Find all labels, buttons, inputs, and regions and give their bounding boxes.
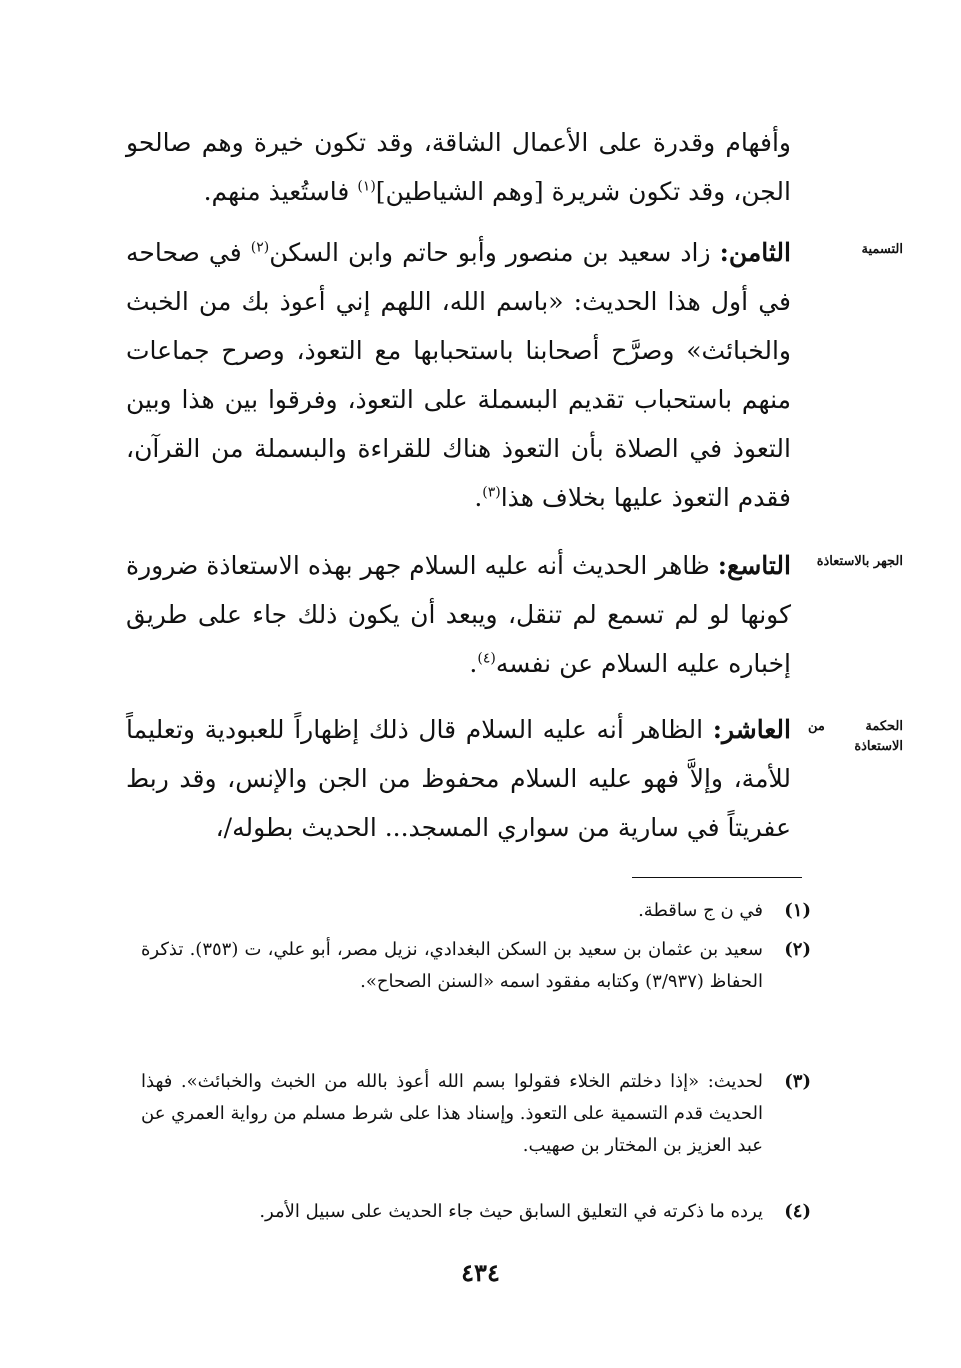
paragraph-text: الظاهر أنه عليه السلام قال ذلك إظهاراً للعبودية وتعليماً للأمة، وإلاَّ فهو عليه السلام محفوظ من الجن والإنس، وقد ربط عفريتاً في سارية من سواري المسجد... الحديث بطوله/، (126, 715, 791, 842)
paragraph-text: زاد سعيد بن منصور وأبو حاتم وابن السكن (269, 238, 720, 267)
paragraph-lead: التاسع: (717, 551, 791, 580)
paragraph-lead: العاشر: (712, 715, 791, 744)
footnote-ref: (٣) (482, 484, 501, 501)
footnote-divider (632, 877, 802, 878)
page-number: ٤٣٤ (461, 1258, 500, 1287)
paragraph-text: ظاهر الحديث أنه عليه السلام جهر بهذه الاستعاذة ضرورة كونها لو لم تسمع لم تنقل، ويبعد أن يكون ذلك جاء على طريق إخباره عليه السلام عن نفسه (126, 551, 791, 678)
paragraph-ninth (126, 541, 791, 688)
paragraph-eighth (126, 228, 791, 522)
paragraph-text: في صحاحه في أول هذا الحديث: «باسم الله، اللهم إني أعوذ بك من الخبث والخبائث» وصرَّح أصحابنا باستحبابها مع التعوذ، وصرح جماعات منهم باستحباب تقديم البسملة على التعوذ، وفرقوا بين هذا وبين التعوذ في الصلاة بأن التعوذ هناك للقراءة والبسملة من القرآن، فقدم التعوذ عليها بخلاف هذا (126, 238, 791, 512)
footnote-number: (٤) (784, 1201, 811, 1222)
margin-note-jahr: الجهر بالاستعاذة (816, 554, 903, 569)
margin-note-hikma: الحكمة من الاستعاذة (808, 719, 903, 754)
footnote-3 (141, 1066, 811, 1162)
paragraph-tail: . (474, 483, 483, 512)
footnote-number: (١) (784, 900, 811, 921)
paragraph-tail: . (469, 649, 478, 678)
footnote-text: سعيد بن عثمان بن سعيد بن السكن البغدادي، نزيل مصر، أبو علي، ت (٣٥٣). تذكرة الحفاظ (٣/٩٣٧) وكتابه مفقود اسمه «السنن الصحاح». (141, 939, 763, 992)
footnote-ref: (٤) (477, 650, 496, 667)
footnote-ref: (١) (357, 178, 376, 195)
paragraph-text: وأفهام وقدرة على الأعمال الشاقة، وقد تكون خيرة وهم صالحو الجن، وقد تكون شريرة [وهم الشياطين] (126, 128, 791, 206)
paragraph-lead: الثامن: (719, 238, 791, 267)
paragraph-continuation (126, 118, 791, 216)
footnote-2 (141, 934, 811, 998)
paragraph-tenth (126, 705, 791, 852)
footnote-text: يرده ما ذكرته في التعليق السابق حيث جاء الحديث على سبيل الأمر. (259, 1201, 763, 1222)
footnote-1 (141, 895, 811, 927)
footnote-number: (٢) (784, 939, 811, 960)
margin-note-tasmiya: التسمية (861, 242, 903, 257)
footnote-number: (٣) (784, 1071, 811, 1092)
footnote-ref: (٢) (250, 239, 270, 256)
paragraph-tail: فاستُعيذ منهم. (203, 177, 358, 206)
footnote-4 (141, 1196, 811, 1228)
footnote-text: لحديث: «إذا دخلتم الخلاء فقولوا بسم الله أعوذ بالله من الخبث والخبائث». فهذا الحديث قدم التسمية على التعوذ. وإسناد هذا على شرط مسلم من رواية العمري عن عبد العزيز بن المختار بن صهيب. (141, 1071, 763, 1156)
footnote-text: في ن ج ساقطة. (638, 900, 763, 921)
